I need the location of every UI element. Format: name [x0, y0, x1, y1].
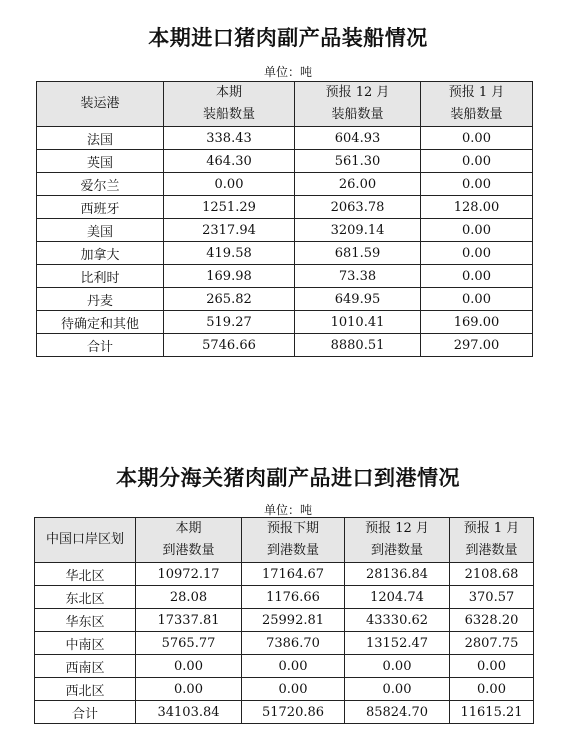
row-label: 法国	[37, 127, 164, 150]
arrival-table-header-cell	[136, 518, 242, 563]
value-cell: 0.00	[421, 242, 533, 265]
value-cell: 0.00	[164, 173, 295, 196]
value-cell: 34103.84	[136, 701, 242, 724]
table-row	[35, 678, 534, 701]
value-cell: 649.95	[295, 288, 421, 311]
value-cell: 265.82	[164, 288, 295, 311]
row-label: 中南区	[35, 632, 136, 655]
arrival-table-header-cell	[450, 518, 534, 563]
shipment-table-header-text: 装运港	[80, 96, 120, 111]
arrival-table-header-text: 到港数量	[465, 543, 518, 558]
table-row	[37, 311, 533, 334]
value-cell: 5765.77	[136, 632, 242, 655]
shipment-table-header-text: 本期	[215, 85, 242, 100]
shipment-table-header-text: 装船数量	[202, 107, 255, 122]
value-cell: 26.00	[295, 173, 421, 196]
value-cell: 0.00	[345, 655, 450, 678]
row-label: 东北区	[35, 586, 136, 609]
value-cell: 1204.74	[345, 586, 450, 609]
table-row	[37, 127, 533, 150]
table-row	[37, 150, 533, 173]
value-cell: 0.00	[242, 678, 345, 701]
value-cell: 0.00	[450, 655, 534, 678]
shipment-table-header-cell	[37, 82, 164, 127]
table-row	[37, 196, 533, 219]
shipment-table-header-text: 预报 12 月	[325, 85, 390, 100]
table-row	[35, 701, 534, 724]
row-label: 合计	[35, 701, 136, 724]
table-row	[35, 655, 534, 678]
row-label: 加拿大	[37, 242, 164, 265]
value-cell: 2317.94	[164, 219, 295, 242]
shipment-table-header-cell	[421, 82, 533, 127]
table-row	[37, 242, 533, 265]
arrival-table-header-cell	[345, 518, 450, 563]
value-cell: 464.30	[164, 150, 295, 173]
value-cell: 8880.51	[295, 334, 421, 357]
shipment-table-header-text: 装船数量	[331, 107, 384, 122]
arrival-table-header-row	[35, 518, 534, 563]
value-cell: 85824.70	[345, 701, 450, 724]
value-cell: 2807.75	[450, 632, 534, 655]
value-cell: 17337.81	[136, 609, 242, 632]
value-cell: 0.00	[421, 173, 533, 196]
arrival-table	[34, 517, 534, 724]
value-cell: 338.43	[164, 127, 295, 150]
table-row	[37, 173, 533, 196]
value-cell: 1010.41	[295, 311, 421, 334]
value-cell: 519.27	[164, 311, 295, 334]
value-cell: 5746.66	[164, 334, 295, 357]
value-cell: 0.00	[421, 288, 533, 311]
value-cell: 25992.81	[242, 609, 345, 632]
table-row	[37, 265, 533, 288]
arrival-table-header-cell	[242, 518, 345, 563]
shipment-table-header-text: 装船数量	[450, 107, 503, 122]
table-row	[35, 563, 534, 586]
shipment-table-header-cell	[164, 82, 295, 127]
value-cell: 0.00	[421, 265, 533, 288]
arrival-table-header	[35, 518, 534, 563]
row-label: 美国	[37, 219, 164, 242]
value-cell: 1251.29	[164, 196, 295, 219]
table-row	[35, 632, 534, 655]
table-row	[37, 334, 533, 357]
row-label: 西南区	[35, 655, 136, 678]
value-cell: 1176.66	[242, 586, 345, 609]
arrival-table-header-text: 本期	[175, 521, 202, 536]
value-cell: 28.08	[136, 586, 242, 609]
value-cell: 0.00	[421, 219, 533, 242]
value-cell: 128.00	[421, 196, 533, 219]
row-label: 华东区	[35, 609, 136, 632]
arrival-table-body	[35, 563, 534, 724]
value-cell: 6328.20	[450, 609, 534, 632]
value-cell: 169.98	[164, 265, 295, 288]
table1-unit: 单位：吨	[263, 65, 312, 79]
arrival-table-header-text: 到港数量	[162, 543, 215, 558]
value-cell: 0.00	[136, 678, 242, 701]
table-row	[37, 288, 533, 311]
row-label: 爱尔兰	[37, 173, 164, 196]
arrival-table-header-cell	[35, 518, 136, 563]
value-cell: 297.00	[421, 334, 533, 357]
arrival-table-header-text: 到港数量	[266, 543, 319, 558]
row-label: 比利时	[37, 265, 164, 288]
arrival-table-header-text: 预报 1 月	[463, 521, 520, 536]
shipment-table-header	[37, 82, 533, 127]
row-label: 合计	[37, 334, 164, 357]
shipment-table-header-text: 预报 1 月	[448, 85, 505, 100]
table-row	[37, 219, 533, 242]
shipment-table	[36, 81, 533, 357]
value-cell: 169.00	[421, 311, 533, 334]
value-cell: 604.93	[295, 127, 421, 150]
arrival-table-header-text: 预报 12 月	[365, 521, 429, 536]
arrival-table-header-text: 预报下期	[266, 521, 319, 536]
value-cell: 681.59	[295, 242, 421, 265]
value-cell: 3209.14	[295, 219, 421, 242]
shipment-table-header-cell	[295, 82, 421, 127]
value-cell: 0.00	[242, 655, 345, 678]
value-cell: 11615.21	[450, 701, 534, 724]
value-cell: 0.00	[136, 655, 242, 678]
value-cell: 43330.62	[345, 609, 450, 632]
value-cell: 0.00	[345, 678, 450, 701]
row-label: 待确定和其他	[37, 311, 164, 334]
value-cell: 7386.70	[242, 632, 345, 655]
value-cell: 419.58	[164, 242, 295, 265]
row-label: 英国	[37, 150, 164, 173]
table-row	[35, 586, 534, 609]
arrival-table-header-text: 中国口岸区划	[45, 532, 124, 547]
value-cell: 10972.17	[136, 563, 242, 586]
value-cell: 17164.67	[242, 563, 345, 586]
value-cell: 0.00	[450, 678, 534, 701]
value-cell: 2108.68	[450, 563, 534, 586]
row-label: 丹麦	[37, 288, 164, 311]
shipment-table-body	[37, 127, 533, 357]
arrival-table-header-text: 到港数量	[370, 543, 423, 558]
table1-title: 本期进口猪肉副产品装船情况	[148, 25, 428, 50]
value-cell: 370.57	[450, 586, 534, 609]
row-label: 西北区	[35, 678, 136, 701]
shipment-table-header-row	[37, 82, 533, 127]
row-label: 西班牙	[37, 196, 164, 219]
value-cell: 13152.47	[345, 632, 450, 655]
table2-unit: 单位：吨	[263, 503, 312, 517]
value-cell: 73.38	[295, 265, 421, 288]
value-cell: 0.00	[421, 127, 533, 150]
table-row	[35, 609, 534, 632]
value-cell: 0.00	[421, 150, 533, 173]
row-label: 华北区	[35, 563, 136, 586]
table2-title: 本期分海关猪肉副产品进口到港情况	[116, 465, 460, 490]
value-cell: 28136.84	[345, 563, 450, 586]
value-cell: 2063.78	[295, 196, 421, 219]
value-cell: 561.30	[295, 150, 421, 173]
value-cell: 51720.86	[242, 701, 345, 724]
